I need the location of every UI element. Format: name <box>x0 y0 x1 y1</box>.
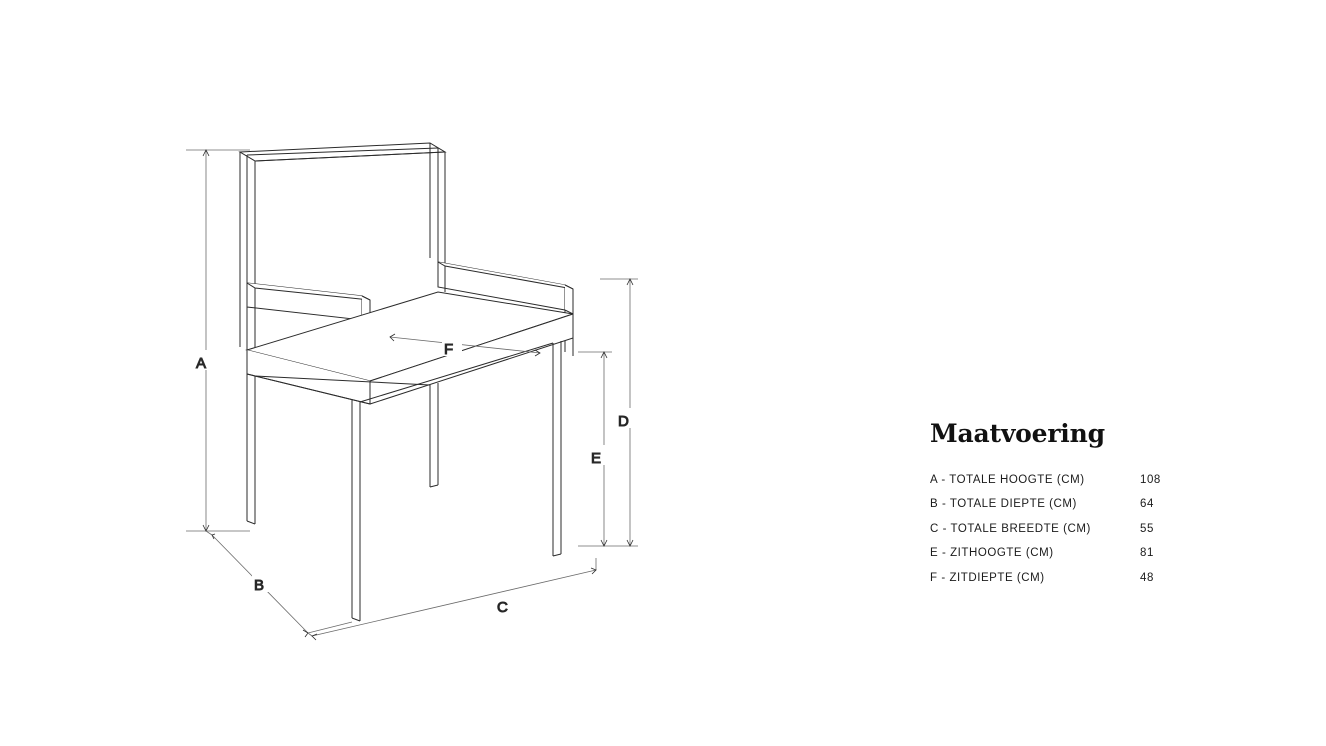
dimension-label-a: A <box>196 355 207 372</box>
dimension-label-c: C <box>497 599 508 616</box>
spec-row-value: 108 <box>1140 473 1161 486</box>
dimension-label-b: B <box>254 577 265 594</box>
dimension-label-d: D <box>618 413 629 430</box>
spec-row-label: E - ZITHOOGTE (CM) <box>930 547 1054 559</box>
spec-row <box>930 498 1270 510</box>
spec-row-label: A - TOTALE HOOGTE (CM) <box>930 473 1085 486</box>
dimensions-spec-panel <box>930 420 1270 596</box>
spec-row <box>930 572 1270 584</box>
spec-row-value: 81 <box>1140 547 1154 559</box>
spec-row <box>930 474 1270 486</box>
dimension-label-e: E <box>591 450 602 467</box>
dimension-label-f: F <box>444 341 454 358</box>
spec-row-label: B - TOTALE DIEPTE (CM) <box>930 498 1077 510</box>
spec-row <box>930 547 1270 559</box>
spec-row <box>930 523 1270 535</box>
dimension-lines <box>186 150 638 640</box>
spec-row-label: C - TOTALE BREEDTE (CM) <box>930 522 1091 535</box>
spec-row-value: 64 <box>1140 498 1154 510</box>
spec-row-label: F - ZITDIEPTE (CM) <box>930 571 1045 584</box>
spec-row-value: 48 <box>1140 571 1154 584</box>
spec-panel-title: Maatvoering <box>930 419 1105 448</box>
spec-row-value: 55 <box>1140 522 1154 535</box>
